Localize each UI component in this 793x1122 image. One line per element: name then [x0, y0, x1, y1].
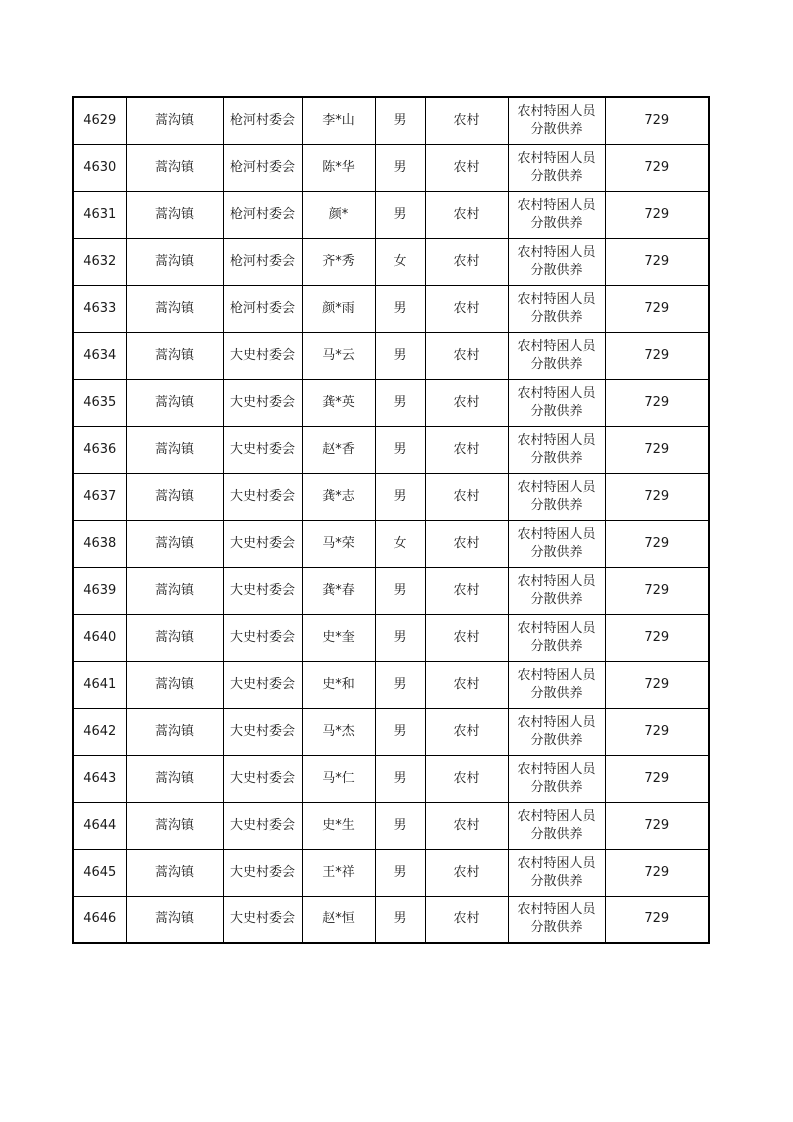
table-row — [73, 567, 709, 614]
cell-support-category-text: 农村特困人员分散供养 — [517, 808, 596, 842]
cell-area-type: 农村 — [425, 332, 508, 379]
cell-person-name: 马*荣 — [302, 520, 375, 567]
cell-village-committee — [223, 97, 302, 144]
cell-village-committee — [223, 426, 302, 473]
cell-town: 蒿沟镇 — [126, 755, 223, 802]
cell-support-category-text: 农村特困人员分散供养 — [517, 761, 596, 795]
cell-support-category-text: 农村特困人员分散供养 — [517, 197, 596, 231]
cell-serial-number: 4637 — [73, 473, 126, 520]
cell-support-category-text: 农村特困人员分散供养 — [517, 291, 596, 325]
cell-support-category-text: 农村特困人员分散供养 — [517, 244, 596, 278]
cell-village-committee-text: 大史村委会 — [229, 441, 295, 457]
table-row — [73, 379, 709, 426]
cell-support-category — [508, 708, 605, 755]
cell-area-type: 农村 — [425, 473, 508, 520]
table-row — [73, 896, 709, 943]
cell-area-type: 农村 — [425, 191, 508, 238]
cell-village-committee-text: 大史村委会 — [229, 488, 295, 504]
cell-serial-number: 4630 — [73, 144, 126, 191]
cell-support-category — [508, 520, 605, 567]
cell-person-name: 马*仁 — [302, 755, 375, 802]
table-row — [73, 802, 709, 849]
cell-village-committee-text: 枪河村委会 — [229, 253, 295, 269]
cell-village-committee — [223, 567, 302, 614]
cell-gender: 男 — [375, 473, 425, 520]
cell-town: 蒿沟镇 — [126, 426, 223, 473]
cell-gender: 男 — [375, 614, 425, 661]
cell-amount: 729 — [605, 708, 709, 755]
cell-serial-number: 4631 — [73, 191, 126, 238]
roster-body — [73, 97, 709, 943]
cell-gender: 男 — [375, 379, 425, 426]
cell-area-type: 农村 — [425, 379, 508, 426]
cell-town: 蒿沟镇 — [126, 285, 223, 332]
cell-serial-number: 4639 — [73, 567, 126, 614]
cell-support-category — [508, 379, 605, 426]
cell-serial-number: 4634 — [73, 332, 126, 379]
cell-support-category — [508, 97, 605, 144]
cell-support-category-text: 农村特困人员分散供养 — [517, 902, 596, 936]
table-row — [73, 332, 709, 379]
cell-support-category-text: 农村特困人员分散供养 — [517, 103, 596, 137]
cell-support-category — [508, 191, 605, 238]
cell-person-name: 李*山 — [302, 97, 375, 144]
cell-serial-number: 4645 — [73, 849, 126, 896]
cell-town: 蒿沟镇 — [126, 567, 223, 614]
cell-village-committee — [223, 238, 302, 285]
cell-village-committee-text: 大史村委会 — [229, 864, 295, 880]
cell-support-category-text: 农村特困人员分散供养 — [517, 338, 596, 372]
table-row — [73, 426, 709, 473]
cell-village-committee — [223, 708, 302, 755]
cell-village-committee — [223, 661, 302, 708]
cell-person-name: 马*杰 — [302, 708, 375, 755]
cell-gender: 男 — [375, 896, 425, 943]
cell-person-name: 史*生 — [302, 802, 375, 849]
cell-person-name: 赵*恒 — [302, 896, 375, 943]
cell-gender: 女 — [375, 238, 425, 285]
cell-amount: 729 — [605, 191, 709, 238]
cell-serial-number: 4640 — [73, 614, 126, 661]
cell-village-committee — [223, 191, 302, 238]
cell-area-type: 农村 — [425, 567, 508, 614]
cell-town: 蒿沟镇 — [126, 238, 223, 285]
cell-support-category-text: 农村特困人员分散供养 — [517, 385, 596, 419]
cell-gender: 男 — [375, 144, 425, 191]
cell-area-type: 农村 — [425, 426, 508, 473]
cell-village-committee-text: 枪河村委会 — [229, 300, 295, 316]
cell-town: 蒿沟镇 — [126, 661, 223, 708]
cell-village-committee — [223, 755, 302, 802]
cell-town: 蒿沟镇 — [126, 473, 223, 520]
cell-village-committee — [223, 332, 302, 379]
cell-area-type: 农村 — [425, 896, 508, 943]
cell-area-type: 农村 — [425, 849, 508, 896]
cell-amount: 729 — [605, 802, 709, 849]
cell-area-type: 农村 — [425, 144, 508, 191]
table-row — [73, 144, 709, 191]
cell-gender: 男 — [375, 285, 425, 332]
cell-support-category-text: 农村特困人员分散供养 — [517, 479, 596, 513]
cell-support-category-text: 农村特困人员分散供养 — [517, 620, 596, 654]
table-row — [73, 849, 709, 896]
cell-support-category — [508, 473, 605, 520]
cell-village-committee — [223, 144, 302, 191]
cell-area-type: 农村 — [425, 520, 508, 567]
cell-area-type: 农村 — [425, 755, 508, 802]
cell-gender: 男 — [375, 755, 425, 802]
cell-person-name: 王*祥 — [302, 849, 375, 896]
cell-town: 蒿沟镇 — [126, 144, 223, 191]
cell-gender: 女 — [375, 520, 425, 567]
cell-person-name: 齐*秀 — [302, 238, 375, 285]
cell-support-category-text: 农村特困人员分散供养 — [517, 150, 596, 184]
cell-village-committee-text: 大史村委会 — [229, 347, 295, 363]
cell-serial-number: 4646 — [73, 896, 126, 943]
cell-village-committee-text: 大史村委会 — [229, 770, 295, 786]
cell-amount: 729 — [605, 332, 709, 379]
table-row — [73, 97, 709, 144]
cell-gender: 男 — [375, 426, 425, 473]
cell-village-committee — [223, 379, 302, 426]
cell-person-name: 史*奎 — [302, 614, 375, 661]
cell-serial-number: 4633 — [73, 285, 126, 332]
cell-serial-number: 4641 — [73, 661, 126, 708]
table-row — [73, 755, 709, 802]
roster-table — [72, 96, 710, 944]
cell-village-committee — [223, 849, 302, 896]
cell-serial-number: 4636 — [73, 426, 126, 473]
table-row — [73, 520, 709, 567]
cell-amount: 729 — [605, 896, 709, 943]
cell-area-type: 农村 — [425, 614, 508, 661]
cell-village-committee-text: 大史村委会 — [229, 582, 295, 598]
cell-support-category — [508, 567, 605, 614]
cell-village-committee-text: 大史村委会 — [229, 911, 295, 927]
cell-amount: 729 — [605, 379, 709, 426]
cell-person-name: 陈*华 — [302, 144, 375, 191]
cell-gender: 男 — [375, 191, 425, 238]
cell-person-name: 颜*雨 — [302, 285, 375, 332]
table-row — [73, 661, 709, 708]
cell-town: 蒿沟镇 — [126, 849, 223, 896]
cell-village-committee-text: 枪河村委会 — [229, 159, 295, 175]
cell-town: 蒿沟镇 — [126, 97, 223, 144]
cell-town: 蒿沟镇 — [126, 520, 223, 567]
cell-area-type: 农村 — [425, 802, 508, 849]
cell-serial-number: 4635 — [73, 379, 126, 426]
cell-town: 蒿沟镇 — [126, 379, 223, 426]
cell-village-committee-text: 大史村委会 — [229, 394, 295, 410]
cell-support-category — [508, 285, 605, 332]
cell-serial-number: 4644 — [73, 802, 126, 849]
cell-village-committee-text: 大史村委会 — [229, 817, 295, 833]
cell-person-name: 龚*春 — [302, 567, 375, 614]
cell-town: 蒿沟镇 — [126, 896, 223, 943]
table-row — [73, 191, 709, 238]
cell-amount: 729 — [605, 849, 709, 896]
cell-town: 蒿沟镇 — [126, 708, 223, 755]
cell-village-committee — [223, 614, 302, 661]
cell-gender: 男 — [375, 802, 425, 849]
cell-person-name: 赵*香 — [302, 426, 375, 473]
cell-village-committee-text: 枪河村委会 — [229, 206, 295, 222]
cell-support-category-text: 农村特困人员分散供养 — [517, 714, 596, 748]
cell-amount: 729 — [605, 238, 709, 285]
table-row — [73, 708, 709, 755]
cell-village-committee-text: 大史村委会 — [229, 723, 295, 739]
cell-amount: 729 — [605, 144, 709, 191]
cell-serial-number: 4643 — [73, 755, 126, 802]
cell-support-category — [508, 755, 605, 802]
cell-support-category — [508, 426, 605, 473]
cell-gender: 男 — [375, 708, 425, 755]
cell-town: 蒿沟镇 — [126, 191, 223, 238]
cell-amount: 729 — [605, 661, 709, 708]
cell-support-category-text: 农村特困人员分散供养 — [517, 526, 596, 560]
cell-gender: 男 — [375, 661, 425, 708]
cell-area-type: 农村 — [425, 285, 508, 332]
cell-village-committee-text: 枪河村委会 — [229, 112, 295, 128]
cell-support-category — [508, 896, 605, 943]
cell-support-category-text: 农村特困人员分散供养 — [517, 432, 596, 466]
cell-village-committee — [223, 520, 302, 567]
cell-serial-number: 4642 — [73, 708, 126, 755]
cell-support-category — [508, 661, 605, 708]
cell-serial-number: 4638 — [73, 520, 126, 567]
cell-village-committee — [223, 802, 302, 849]
cell-amount: 729 — [605, 755, 709, 802]
cell-village-committee — [223, 896, 302, 943]
cell-support-category-text: 农村特困人员分散供养 — [517, 573, 596, 607]
cell-person-name: 史*和 — [302, 661, 375, 708]
cell-person-name: 颜* — [302, 191, 375, 238]
cell-serial-number: 4629 — [73, 97, 126, 144]
table-row — [73, 285, 709, 332]
cell-village-committee — [223, 285, 302, 332]
cell-area-type: 农村 — [425, 97, 508, 144]
cell-gender: 男 — [375, 567, 425, 614]
cell-village-committee-text: 大史村委会 — [229, 676, 295, 692]
cell-serial-number: 4632 — [73, 238, 126, 285]
cell-amount: 729 — [605, 567, 709, 614]
cell-town: 蒿沟镇 — [126, 802, 223, 849]
cell-village-committee-text: 大史村委会 — [229, 535, 295, 551]
cell-town: 蒿沟镇 — [126, 332, 223, 379]
cell-town: 蒿沟镇 — [126, 614, 223, 661]
cell-support-category-text: 农村特困人员分散供养 — [517, 667, 596, 701]
table-row — [73, 614, 709, 661]
cell-amount: 729 — [605, 97, 709, 144]
cell-support-category — [508, 332, 605, 379]
cell-amount: 729 — [605, 473, 709, 520]
cell-amount: 729 — [605, 426, 709, 473]
cell-support-category — [508, 802, 605, 849]
table-row — [73, 473, 709, 520]
cell-gender: 男 — [375, 97, 425, 144]
cell-support-category — [508, 144, 605, 191]
table-row — [73, 238, 709, 285]
cell-amount: 729 — [605, 285, 709, 332]
cell-support-category — [508, 614, 605, 661]
cell-support-category-text: 农村特困人员分散供养 — [517, 855, 596, 889]
cell-village-committee — [223, 473, 302, 520]
cell-gender: 男 — [375, 849, 425, 896]
cell-person-name: 马*云 — [302, 332, 375, 379]
cell-support-category — [508, 238, 605, 285]
cell-amount: 729 — [605, 614, 709, 661]
cell-area-type: 农村 — [425, 661, 508, 708]
cell-support-category — [508, 849, 605, 896]
cell-gender: 男 — [375, 332, 425, 379]
cell-village-committee-text: 大史村委会 — [229, 629, 295, 645]
cell-person-name: 龚*英 — [302, 379, 375, 426]
cell-area-type: 农村 — [425, 708, 508, 755]
cell-area-type: 农村 — [425, 238, 508, 285]
cell-person-name: 龚*志 — [302, 473, 375, 520]
cell-amount: 729 — [605, 520, 709, 567]
